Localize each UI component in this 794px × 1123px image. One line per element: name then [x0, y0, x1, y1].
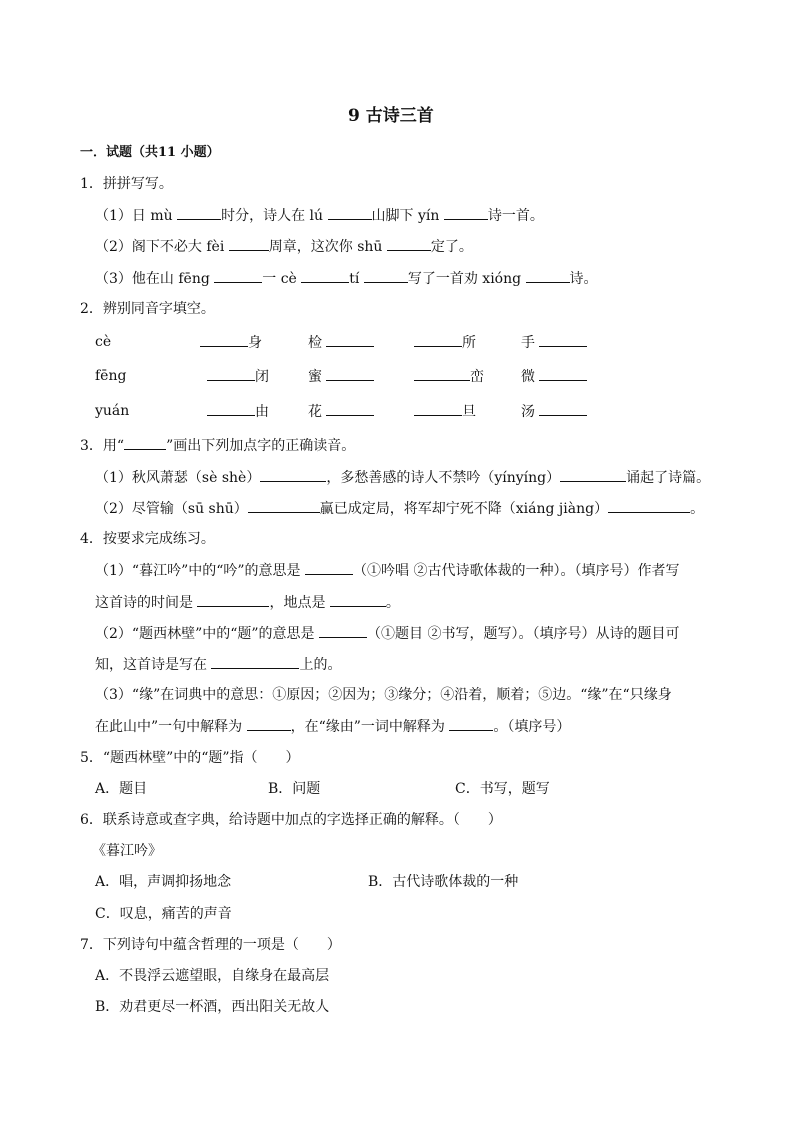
text: 诗。: [569, 271, 598, 287]
question-4-line-6: [95, 716, 570, 737]
char: 身: [248, 335, 262, 351]
answer-blank[interactable]: [539, 332, 587, 347]
answer-blank[interactable]: [326, 332, 374, 347]
char: 手: [521, 335, 535, 351]
answer-blank[interactable]: [207, 401, 255, 416]
answer-blank[interactable]: [387, 236, 431, 251]
question-4-line-5: （3）“缘”在词典中的意思：①原因；②因为；③缘分；④沿着，顺着；⑤边。“缘”在“只缘身: [95, 687, 672, 703]
option-b[interactable]: B．古代诗歌体裁的一种: [368, 874, 519, 890]
cell-3: [414, 332, 476, 353]
text: 一 cè: [262, 271, 302, 287]
answer-blank[interactable]: [330, 592, 386, 607]
poem-title: 《暮江吟》: [92, 843, 162, 859]
text: 赢已成定局，将军却宁死不降（xiáng jiàng）: [319, 501, 609, 517]
char: 检: [308, 335, 322, 351]
text: （1）秋风萧瑟（sè shè）: [95, 470, 261, 486]
answer-blank[interactable]: [177, 205, 221, 220]
answer-blank[interactable]: [364, 268, 408, 283]
question-7-stem: 7．下列诗句中蕴含哲理的一项是（ ）: [80, 937, 341, 953]
text: 诵起了诗篇。: [626, 470, 711, 486]
text: 这首诗的时间是: [95, 595, 198, 611]
text: （①吟唱 ②古代诗歌体裁的一种）。（填序号）作者写: [353, 563, 680, 579]
question-1-part-1: [95, 205, 544, 226]
cell-3: [414, 401, 476, 422]
question-4-line-3: [95, 623, 679, 644]
text: （3）他在山 fēng: [95, 271, 215, 287]
answer-blank[interactable]: [414, 366, 470, 381]
page-title: 9 古诗三首: [348, 106, 434, 126]
answer-blank[interactable]: [260, 467, 326, 482]
text: ，地点是: [269, 595, 330, 611]
answer-blank[interactable]: [211, 654, 299, 669]
cell-4: [521, 401, 587, 422]
answer-blank[interactable]: [197, 592, 269, 607]
option-a[interactable]: A．不畏浮云遮望眼，自缘身在最高层: [95, 968, 330, 984]
answer-blank[interactable]: [319, 623, 367, 638]
question-3-part-2: [95, 498, 704, 519]
question-4-line-2: [95, 592, 400, 613]
cell-1: [207, 366, 269, 387]
text: 山脚下 yín: [371, 208, 444, 224]
char: 蜜: [308, 369, 322, 385]
question-2-stem: 2．辨别同音字填空。: [80, 301, 215, 317]
answer-blank[interactable]: [449, 716, 493, 731]
option-b[interactable]: B．劝君更尽一杯酒，西出阳关无故人: [95, 999, 330, 1015]
answer-blank[interactable]: [229, 236, 269, 251]
answer-blank[interactable]: [305, 560, 353, 575]
answer-blank[interactable]: [539, 366, 587, 381]
question-4-stem: 4．按要求完成练习。: [80, 531, 215, 547]
pinyin-label: fēng: [95, 368, 127, 384]
text: ，多愁善感的诗人不禁吟（yínyíng）: [326, 470, 561, 486]
char: 峦: [470, 369, 484, 385]
answer-blank[interactable]: [214, 268, 262, 283]
text: （1）日 mù: [95, 208, 178, 224]
answer-blank[interactable]: [247, 716, 291, 731]
question-4-line-1: [95, 560, 679, 581]
char: 微: [521, 369, 535, 385]
section-heading: 一．试题（共11 小题）: [80, 145, 220, 160]
text: 。（填序号）: [493, 719, 571, 735]
cell-2: [308, 366, 374, 387]
question-1-part-3: [95, 268, 598, 289]
option-a[interactable]: A．题目: [95, 781, 148, 797]
text: （①题目 ②书写，题写）。（填序号）从诗的题目可: [367, 626, 680, 642]
underline-sample: [124, 435, 166, 450]
option-c[interactable]: C．叹息，痛苦的声音: [95, 906, 232, 922]
text: 3．用“: [80, 438, 125, 454]
text: 定了。: [430, 239, 473, 255]
answer-blank[interactable]: [326, 401, 374, 416]
cell-4: [521, 366, 587, 387]
cell-2: [308, 401, 374, 422]
text: （2）尽管输（sū shū）: [95, 501, 248, 517]
cell-2: [308, 332, 374, 353]
text: 在此山中”一句中解释为: [95, 719, 247, 735]
answer-blank[interactable]: [326, 366, 374, 381]
pinyin-label: cè: [95, 334, 112, 350]
cell-3: [414, 366, 484, 387]
text: 。: [385, 595, 400, 611]
question-1-part-2: [95, 236, 473, 257]
text: 时分，诗人在 lú: [221, 208, 328, 224]
text: 知，这首诗是写在: [95, 657, 212, 673]
text: ，在“缘由”一词中解释为: [290, 719, 450, 735]
answer-blank[interactable]: [560, 467, 626, 482]
answer-blank[interactable]: [328, 205, 372, 220]
answer-blank[interactable]: [200, 332, 248, 347]
answer-blank[interactable]: [414, 332, 462, 347]
answer-blank[interactable]: [444, 205, 488, 220]
text: 诗一首。: [487, 208, 544, 224]
question-3-stem: [80, 435, 355, 456]
char: 由: [255, 404, 269, 420]
char: 闭: [255, 369, 269, 385]
text: 周章，这次你 shū: [268, 239, 387, 255]
char: 所: [462, 335, 476, 351]
answer-blank[interactable]: [608, 498, 690, 513]
answer-blank[interactable]: [248, 498, 320, 513]
answer-blank[interactable]: [539, 401, 587, 416]
answer-blank[interactable]: [526, 268, 570, 283]
text: 上的。: [299, 657, 342, 673]
text: tí: [349, 271, 364, 287]
text: （1）“暮江吟”中的“吟”的意思是: [95, 563, 305, 579]
option-a[interactable]: A．唱，声调抑扬地念: [95, 874, 232, 890]
question-3-part-1: [95, 467, 710, 488]
option-c[interactable]: C．书写，题写: [455, 781, 550, 797]
question-1-stem: 1．拼拼写写。: [80, 176, 173, 192]
question-6-stem: 6．联系诗意或查字典，给诗题中加点的字选择正确的解释。（ ）: [80, 812, 502, 828]
question-4-line-4: [95, 654, 341, 675]
option-b[interactable]: B．问题: [268, 781, 321, 797]
char: 旦: [462, 404, 476, 420]
pinyin-label: yuán: [95, 403, 130, 419]
text: （2）阁下不必大 fèi: [95, 239, 229, 255]
answer-blank[interactable]: [207, 366, 255, 381]
cell-1: [200, 332, 262, 353]
char: 汤: [521, 404, 535, 420]
text: 写了一首劝 xióng: [407, 271, 526, 287]
answer-blank[interactable]: [301, 268, 349, 283]
text: （2）“题西林壁”中的“题”的意思是: [95, 626, 319, 642]
question-5-stem: 5．“题西林壁”中的“题”指（ ）: [80, 750, 300, 766]
char: 花: [308, 404, 322, 420]
text: ”画出下列加点字的正确读音。: [166, 438, 356, 454]
answer-blank[interactable]: [414, 401, 462, 416]
text: 。: [690, 501, 705, 517]
cell-4: [521, 332, 587, 353]
cell-1: [207, 401, 269, 422]
